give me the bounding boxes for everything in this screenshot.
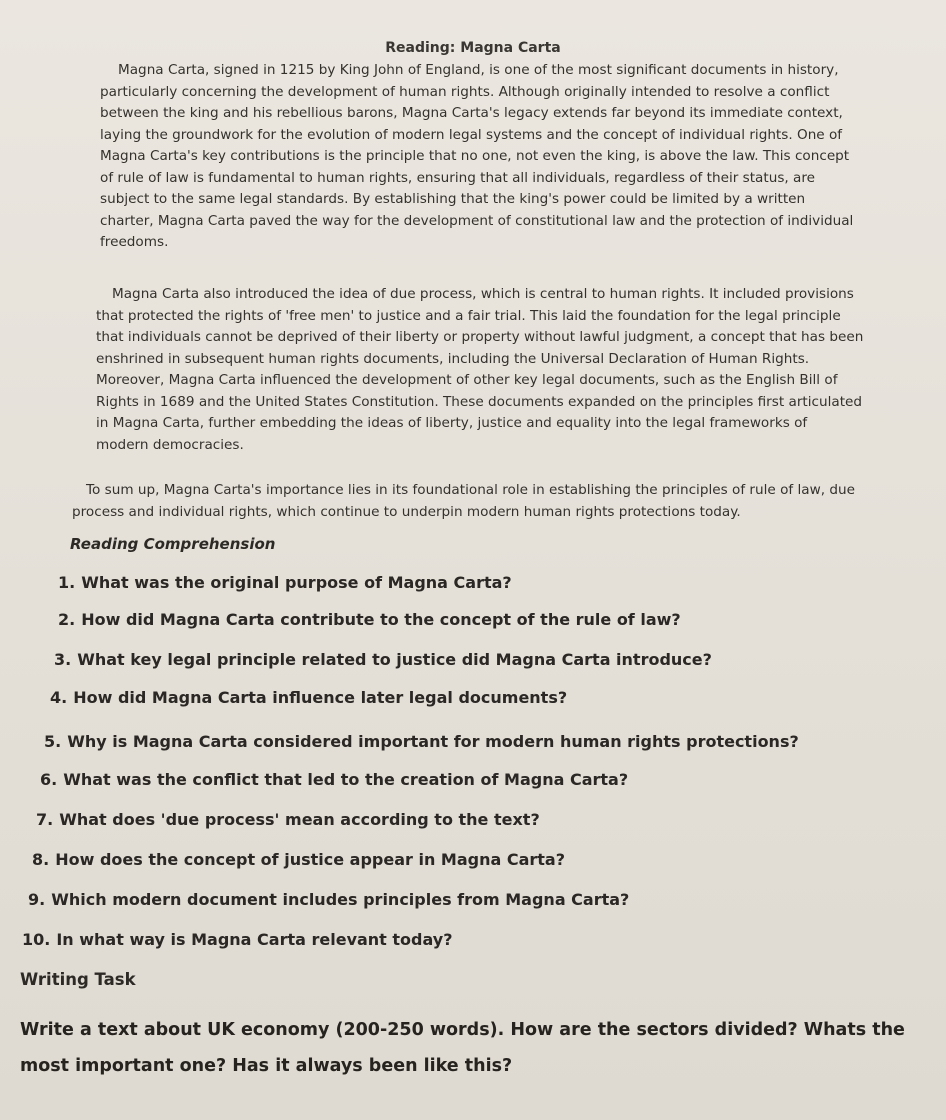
question-number: 8. <box>32 850 50 869</box>
question-text: What key legal principle related to justice did Magna Carta introduce? <box>77 650 712 669</box>
question-text: What was the conflict that led to the creation of Magna Carta? <box>63 770 629 789</box>
question-number: 10. <box>22 930 51 949</box>
passage-paragraph-1: Magna Carta, signed in 1215 by King John of England, is one of the most significant documents in history, particularly concerning the development of human rights. Although originally intended to resolve a conflict between the king and his rebellious barons, Magna Carta's legacy extends far beyond its immediate context, laying the groundwork for the evolution of modern legal systems and the concept of individual rights. One of Magna Carta's key contributions is the principle that no one, not even the king, is above the law. This concept of rule of law is fundamental to human rights, ensuring that all individuals, regardless of their status, are subject to the same legal standards. By establishing that the king's power could be limited by a written charter, Magna Carta paved the way for the development of constitutional law and the protection of individual freedoms. <box>100 62 854 250</box>
question-item <box>40 770 628 789</box>
question-item <box>22 930 453 949</box>
question-item <box>36 810 540 829</box>
question-text: How did Magna Carta influence later legal documents? <box>73 688 568 707</box>
question-text: What does 'due process' mean according to the text? <box>59 810 540 829</box>
question-number: 5. <box>44 732 62 751</box>
page-title: Reading: Magna Carta <box>385 40 561 56</box>
question-text: What was the original purpose of Magna Carta? <box>81 573 512 592</box>
question-text: Why is Magna Carta considered important for modern human rights protections? <box>67 732 799 751</box>
question-text: In what way is Magna Carta relevant today? <box>56 930 453 949</box>
question-text: Which modern document includes principles from Magna Carta? <box>51 890 630 909</box>
question-item <box>44 732 799 751</box>
passage-paragraph-2: Magna Carta also introduced the idea of due process, which is central to human rights. It included provisions that protected the rights of 'free men' to justice and a fair trial. This laid the foundation for the legal principle that individuals cannot be deprived of their liberty or property without lawful judgment, a concept that has been enshrined in subsequent human rights documents, including the Universal Declaration of Human Rights. Moreover, Magna Carta influenced the development of other key legal documents, such as the English Bill of Rights in 1689 and the United States Constitution. These documents expanded on the principles first articulated in Magna Carta, further embedding the ideas of liberty, justice and equality into the legal frameworks of modern democracies. <box>96 286 864 453</box>
question-item <box>54 650 712 669</box>
question-item <box>58 573 512 592</box>
question-item <box>58 610 681 629</box>
reading-comprehension-heading: Reading Comprehension <box>70 535 276 553</box>
question-number: 7. <box>36 810 54 829</box>
writing-task-heading: Writing Task <box>20 970 136 989</box>
passage-paragraph-3: To sum up, Magna Carta's importance lies in its foundational role in establishing the principles of rule of law, due process and individual rights, which continue to underpin modern human rights protections today. <box>72 482 855 520</box>
question-number: 6. <box>40 770 58 789</box>
question-number: 4. <box>50 688 68 707</box>
question-item <box>28 890 629 909</box>
question-text: How did Magna Carta contribute to the concept of the rule of law? <box>81 610 681 629</box>
question-item <box>50 688 567 707</box>
question-number: 3. <box>54 650 72 669</box>
question-number: 9. <box>28 890 46 909</box>
question-number: 2. <box>58 610 76 629</box>
writing-task-text: Write a text about UK economy (200-250 words). How are the sectors divided? Whats the most important one? Has it always been like this? <box>20 1020 905 1076</box>
question-item <box>32 850 565 869</box>
question-number: 1. <box>58 573 76 592</box>
question-text: How does the concept of justice appear in Magna Carta? <box>55 850 565 869</box>
